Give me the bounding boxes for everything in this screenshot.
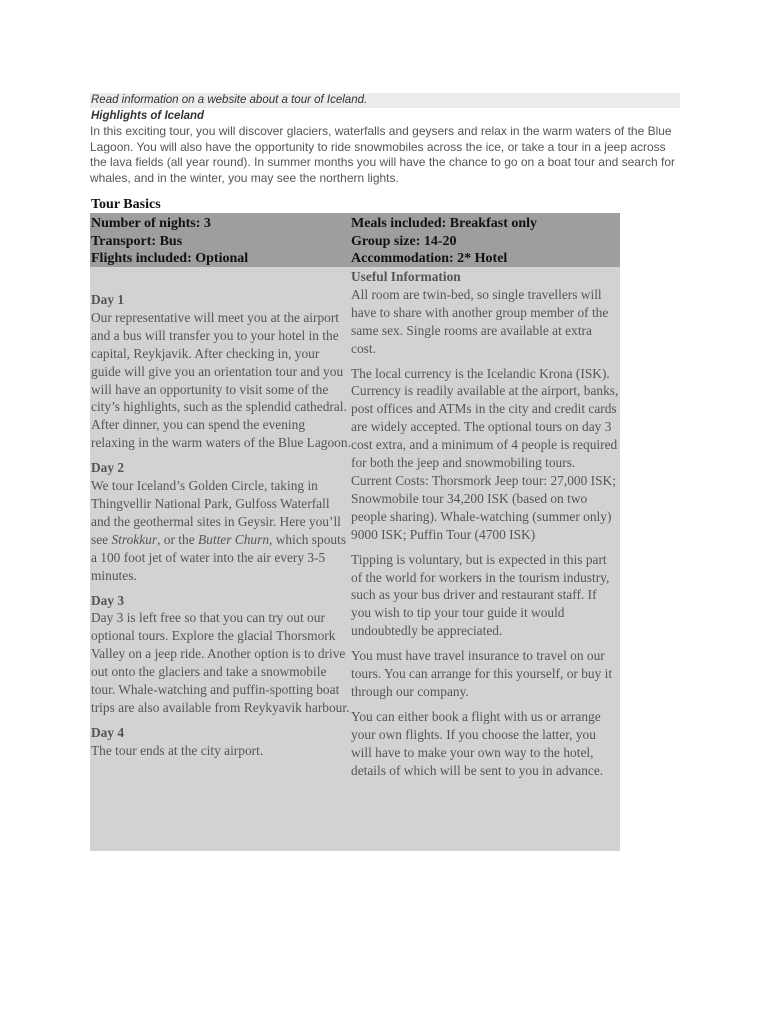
day-2-text-c: , which spouts a 100 foot jet of water into the air every 3-5 minutes. <box>91 531 347 583</box>
useful-rooms: All room are twin-bed, so single travellers will have to share with another group member of the same sex. Single rooms are available at extra cost. <box>351 286 609 356</box>
useful-info-title: Useful Information <box>351 269 461 284</box>
basics-accommodation: Accommodation: 2* Hotel <box>351 251 508 266</box>
basics-left-column <box>91 215 248 268</box>
tour-basics-heading: Tour Basics <box>91 197 161 212</box>
day-4-text: The tour ends at the city airport. <box>91 742 264 758</box>
day-3-text: Day 3 is left free so that you can try out our optional tours. Explore the glacial Thorsmork Valley on a jeep ride. Another option is to drive out onto the glaciers and take a snowmobile tour. Whale-watching and puffin-spotting boat trips are also available from Reykyavik harbour. <box>91 610 350 715</box>
useful-tipping: Tipping is voluntary, but is expected in this part of the world for workers in the tourism industry, such as your bus driver and restaurant staff. If you wish to tip your tour guide it would undoubtedly be appreciated. <box>351 551 610 639</box>
itinerary-box <box>90 267 620 851</box>
day-2-text-a: We tour Iceland’s Golden Circle, taking in Thingvellir National Park, Gulfoss Waterfall and the geothermal sites in Geysir. Here you’ll see <box>91 478 341 547</box>
basics-nights: Number of nights: 3 <box>91 216 211 231</box>
day-3-title: Day 3 <box>91 592 125 608</box>
day-1-title: Day 1 <box>91 292 125 307</box>
useful-flights: You can either book a flight with us or arrange your own flights. If you choose the latter, you will have to make your own way to the hotel, details of which will be sent to you in advance. <box>351 708 604 778</box>
basics-right-column <box>351 215 537 268</box>
instruction-banner: Read information on a website about a tour of Iceland. <box>90 93 680 108</box>
itinerary-column <box>91 291 351 767</box>
useful-info-column <box>351 268 619 786</box>
tour-basics-table <box>90 213 620 267</box>
day-2-strokkur: Strokkur <box>111 531 158 547</box>
intro-title: Highlights of Iceland <box>91 110 205 122</box>
useful-currency: The local currency is the Icelandic Krona (ISK). Currency is readily available at the airport, banks, post offices and ATMs in the city and credit cards are widely accepted. The optional tours on day 3 cost extra, and a minimum of 4 people is required for both the jeep and snowmobiling tours. Current Costs: Thorsmork Jeep tour: 27,000 ISK; Snowmobile tour 34,200 ISK (based on two people sharing). Whale-watching (summer only) 9000 ISK; Puffin Tour (4700 ISK) <box>351 365 619 542</box>
day-2-text <box>91 477 351 584</box>
day-1-text: Our representative will meet you at the airport and a bus will transfer you to your hotel in the capital, Reykjavik. After checking in, your guide will give you an orientation tour and you will have an opportunity to visit some of the city’s highlights, such as the splendid cathedral. After dinner, you can spend the evening relaxing in the warm waters of the Blue Lagoon. <box>91 309 351 451</box>
useful-insurance: You must have travel insurance to travel on our tours. You can arrange for this yourself, or buy it through our company. <box>351 648 613 699</box>
basics-meals: Meals included: Breakfast only <box>351 216 538 231</box>
day-2-butter-churn: Butter Churn <box>197 531 270 547</box>
day-2-text-b: , or the <box>157 531 198 547</box>
day-2-title: Day 2 <box>91 460 125 476</box>
basics-transport: Transport: Bus <box>91 233 183 249</box>
basics-group-size: Group size: 14-20 <box>351 233 457 249</box>
day-4-title: Day 4 <box>91 724 125 740</box>
intro-text: In this exciting tour, you will discover glaciers, waterfalls and geysers and relax in the warm waters of the Blue Lagoon. You will also have the opportunity to ride snowmobiles across the ice, or take a tour in a jeep across the lava fields (all year round). In summer months you will have the chance to go on a boat tour and search for whales, and in the winter, you may see the northern lights. <box>90 124 675 185</box>
basics-flights: Flights included: Optional <box>91 251 249 266</box>
